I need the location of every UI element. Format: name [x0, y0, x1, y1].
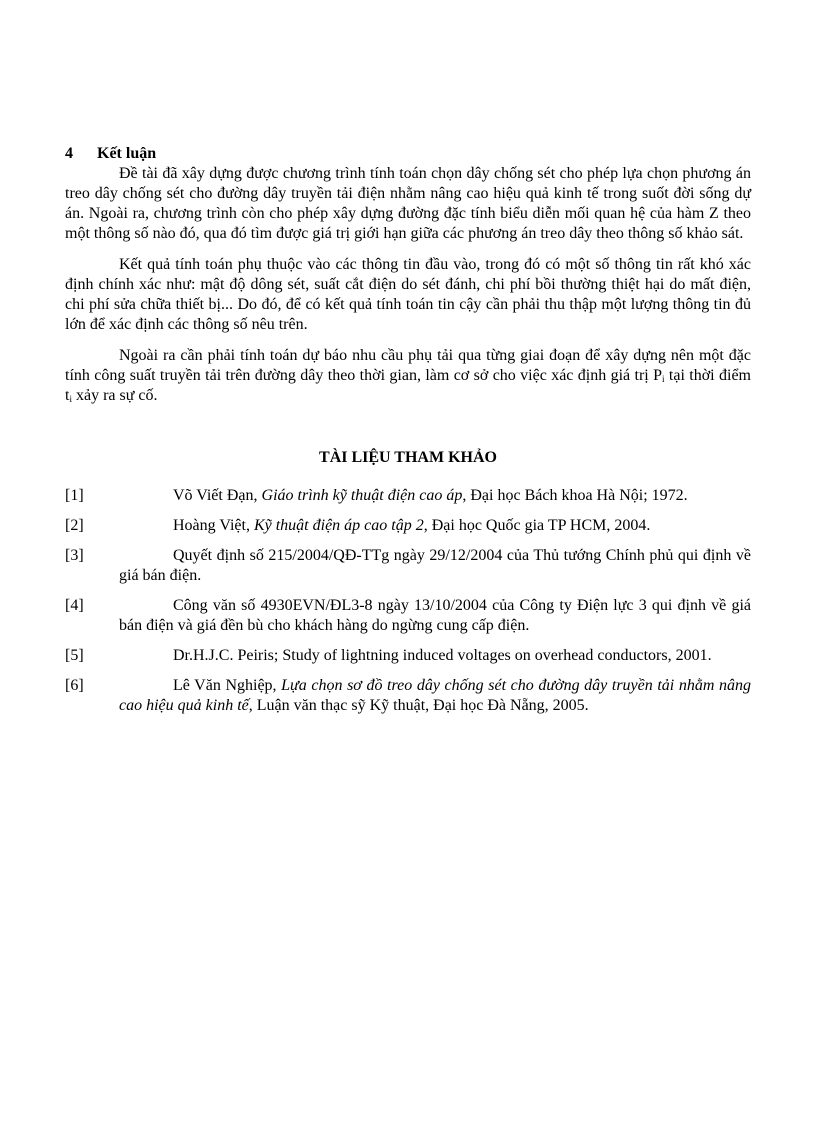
reference-item-5 — [65, 646, 751, 666]
reference-label: [1] — [65, 487, 84, 504]
p3-text-a: Ngoài ra cần phải tính toán dự báo nhu cầu phụ tải qua từng giai đoạn để xây dựng nên một đặc tính công suất truyền tải trên đường dây theo thời gian, làm cơ sở cho việc xác định giá trị P — [65, 347, 751, 384]
page-content — [65, 144, 751, 726]
reference-item-3 — [65, 546, 751, 586]
section-heading — [65, 144, 751, 164]
reference-author: Võ Viết Đạn, — [173, 487, 262, 504]
reference-publisher: , Đại học Bách khoa Hà Nội; 1972. — [462, 487, 688, 504]
reference-author: Hoàng Việt, — [173, 517, 254, 534]
reference-body — [119, 516, 751, 536]
reference-item-1 — [65, 486, 751, 506]
reference-item-6 — [65, 676, 751, 716]
references-title: TÀI LIỆU THAM KHẢO — [319, 449, 497, 466]
section-title: Kết luận — [97, 145, 157, 162]
section-number: 4 — [65, 145, 73, 162]
reference-author: Lê Văn Nghiệp, — [173, 677, 282, 694]
reference-item-4 — [65, 596, 751, 636]
reference-body — [119, 486, 751, 506]
reference-label: [6] — [65, 677, 84, 694]
reference-body: Công văn số 4930EVN/ĐL3-8 ngày 13/10/2004 của Công ty Điện lực 3 qui định về giá bán điện và giá đền bù cho khách hàng do ngừng cung cấp điện. — [119, 597, 751, 634]
p3-subscript-2: i — [69, 394, 72, 404]
conclusion-paragraph-3 — [65, 346, 751, 406]
conclusion-paragraph-1: Đề tài đã xây dựng được chương trình tính toán chọn dây chống sét cho phép lựa chọn phương án treo dây chống sét cho đường dây truyền tải điện nhằm nâng cao hiệu quả kinh tế trong suốt đời sống dự án. Ngoài ra, chương trình còn cho phép xây dựng đường đặc tính biểu diễn mối quan hệ của hàm Z theo một thông số nào đó, qua đó tìm được giá trị giới hạn giữa các phương án treo dây theo thông số khảo sát. — [65, 165, 751, 242]
reference-item-2 — [65, 516, 751, 536]
conclusion-paragraph-2: Kết quả tính toán phụ thuộc vào các thông tin đầu vào, trong đó có một số thông tin rất khó xác định chính xác như: mật độ dông sét, suất cắt điện do sét đánh, chi phí bồi thường thiệt hại do mất điện, chi phí sửa chữa thiết bị... Do đó, để có kết quả tính toán tin cậy cần phải thu thập một lượng thông tin đủ lớn để xác định các thông số nêu trên. — [65, 256, 751, 333]
reference-publisher: , Luận văn thạc sỹ Kỹ thuật, Đại học Đà Nẵng, 2005. — [248, 697, 589, 714]
p3-text-c: xảy ra sự cố. — [71, 387, 158, 404]
reference-body — [119, 676, 751, 716]
reference-body: Quyết định số 215/2004/QĐ-TTg ngày 29/12/2004 của Thủ tướng Chính phủ qui định về giá bán điện. — [119, 547, 751, 584]
p3-text-b: tại thời điểm t — [65, 367, 751, 404]
reference-label: [3] — [65, 547, 84, 564]
reference-label: [2] — [65, 517, 84, 534]
reference-publisher: , Đại học Quốc gia TP HCM, 2004. — [423, 517, 651, 534]
reference-title: Giáo trình kỹ thuật điện cao áp — [261, 487, 463, 504]
p3-subscript-1: i — [662, 374, 665, 384]
reference-title: Lựa chọn sơ đồ treo dây chống sét cho đường dây truyền tải nhằm nâng cao hiệu quả kinh tế — [119, 677, 752, 714]
reference-title: Kỹ thuật điện áp cao tập 2 — [253, 517, 424, 534]
reference-body: Dr.H.J.C. Peiris; Study of lightning induced voltages on overhead conductors, 2001. — [173, 647, 712, 664]
reference-label: [4] — [65, 597, 84, 614]
reference-label: [5] — [65, 647, 84, 664]
